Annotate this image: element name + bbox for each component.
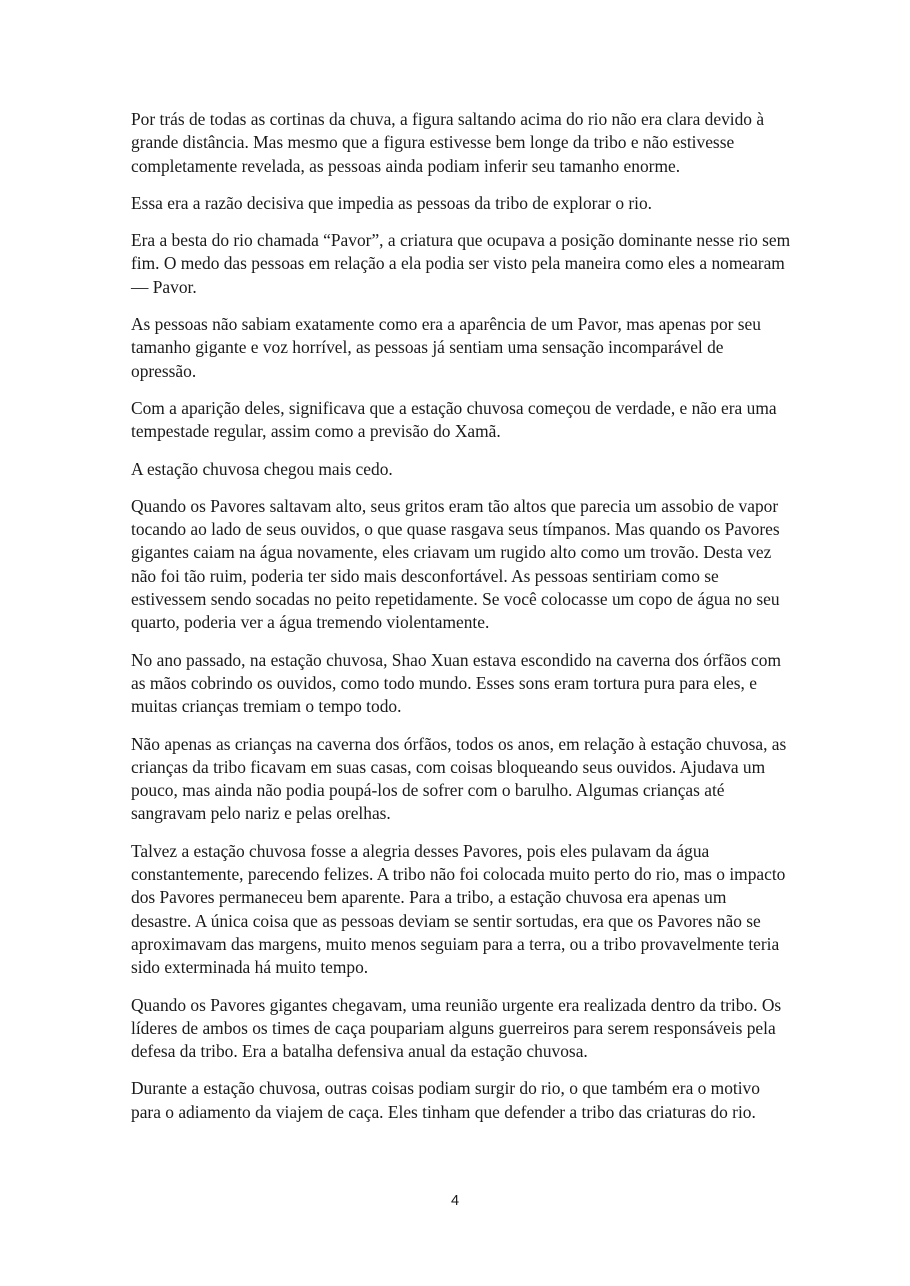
paragraph: Era a besta do rio chamada “Pavor”, a criatura que ocupava a posição dominante nesse rio sem fim. O medo das pessoas em relação a ela podia ser visto pela maneira como eles a nomearam — Pavor. (131, 230, 791, 297)
paragraph: No ano passado, na estação chuvosa, Shao Xuan estava escondido na caverna dos órfãos com as mãos cobrindo os ouvidos, como todo mundo. Esses sons eram tortura pura para eles, e muitas crianças tremiam o tempo todo. (131, 649, 782, 717)
paragraph: Quando os Pavores gigantes chegavam, uma reunião urgente era realizada dentro da tribo. Os líderes de ambos os times de caça poupariam alguns guerreiros para serem responsáveis pela defesa da tribo. Era a batalha defensiva anual da estação chuvosa. (131, 994, 782, 1062)
paragraph: Quando os Pavores saltavam alto, seus gritos eram tão altos que parecia um assobio de vapor tocando ao lado de seus ouvidos, o que quase rasgava seus tímpanos. Mas quando os Pavores gigantes caiam na água novamente, eles criavam um rugido alto como um trovão. Desta vez não foi tão ruim, poderia ter sido mais desconfortável. As pessoas sentiriam como se estivessem sendo socadas no peito repetidamente. Se você colocasse um copo de água no seu quarto, poderia ver a água tremendo violentamente. (131, 495, 780, 633)
paragraph: Talvez a estação chuvosa fosse a alegria desses Pavores, pois eles pulavam da água constantemente, parecendo felizes. A tribo não foi colocada muito perto do rio, mas o impacto dos Pavores permaneceu bem aparente. Para a tribo, a estação chuvosa era apenas um desastre. A única coisa que as pessoas deviam se sentir sortudas, era que os Pavores não se aproximavam das margens, muito menos seguiam para a terra, ou a tribo provavelmente teria sido exterminada há muito tempo. (131, 840, 786, 978)
paragraph: A estação chuvosa chegou mais cedo. (131, 458, 393, 479)
paragraph: Com a aparição deles, significava que a estação chuvosa começou de verdade, e não era uma tempestade regular, assim como a previsão do Xamã. (131, 397, 777, 442)
paragraph: Essa era a razão decisiva que impedia as pessoas da tribo de explorar o rio. (131, 192, 653, 213)
page-number: 4 (450, 1193, 460, 1209)
paragraph: Durante a estação chuvosa, outras coisas podiam surgir do rio, o que também era o motivo para o adiamento da viajem de caça. Eles tinham que defender a tribo das criaturas do rio. (131, 1078, 760, 1122)
paragraph: Por trás de todas as cortinas da chuva, a figura saltando acima do rio não era clara devido à grande distância. Mas mesmo que a figura estivesse bem longe da tribo e não estivesse completamente revelada, as pessoas ainda podiam inferir seu tamanho enorme. (131, 109, 765, 176)
paragraph: As pessoas não sabiam exatamente como era a aparência de um Pavor, mas apenas por seu tamanho gigante e voz horrível, as pessoas já sentiam uma sensação incomparável de opressão. (131, 314, 761, 381)
body-text (131, 108, 791, 1138)
paragraph: Não apenas as crianças na caverna dos órfãos, todos os anos, em relação à estação chuvosa, as crianças da tribo ficavam em suas casas, com coisas bloqueando seus ouvidos. Ajudava um pouco, mas ainda não podia poupá-los de sofrer com o barulho. Algumas crianças até sangravam pelo nariz e pelas orelhas. (131, 733, 787, 824)
